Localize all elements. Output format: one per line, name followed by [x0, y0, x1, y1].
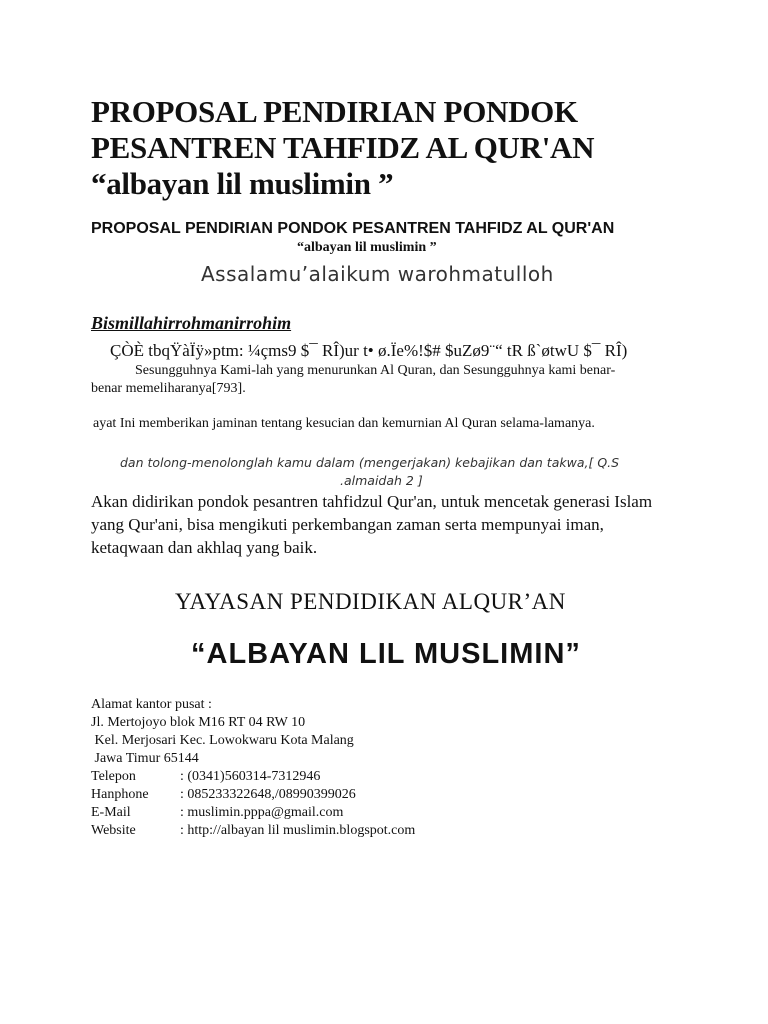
foundation-motto: “ALBAYAN LIL MUSLIMIN” [191, 638, 581, 670]
contact-phone-label: Telepon [91, 769, 136, 784]
contact-handphone-value: : 085233322648,/08990399026 [180, 787, 356, 802]
intro-line1: Akan didirikan pondok pesantren tahfidzul Qur'an, untuk mencetak generasi Islam [91, 492, 653, 511]
verse-translation-line1: Sesungguhnya Kami-lah yang menurunkan Al Quran, dan Sesungguhnya kami benar- [135, 363, 616, 378]
verse-translation-line2: benar memeliharanya[793]. [91, 381, 246, 396]
doc-title-line1: PROPOSAL PENDIRIAN PONDOK [91, 94, 578, 129]
greeting: Assalamu’alaikum warohmatulloh [201, 262, 554, 286]
doc-title-line2: PESANTREN TAHFIDZ AL QUR'AN [91, 130, 595, 165]
address-line2: Kel. Merjosari Kec. Lowokwaru Kota Malang [91, 733, 354, 748]
ayat-note: ayat Ini memberikan jaminan tentang kesucian dan kemurnian Al Quran selama-lamanya. [93, 416, 595, 431]
contact-handphone-label: Hanphone [91, 787, 149, 802]
quote-line2: .almaidah 2 ] [340, 473, 423, 488]
contact-phone-value: : (0341)560314-7312946 [180, 769, 321, 784]
bismillah: Bismillahirrohmanirrohim [91, 313, 292, 333]
foundation-name: YAYASAN PENDIDIKAN ALQUR’AN [175, 589, 566, 614]
intro-line3: ketaqwaan dan akhlaq yang baik. [91, 538, 318, 557]
intro-line2: yang Qur'ani, bisa mengikuti perkembangan zaman serta mempunyai iman, [91, 515, 604, 534]
contact-website-label: Website [91, 823, 136, 838]
contact-website-value[interactable]: : http://albayan lil muslimin.blogspot.com [180, 823, 416, 838]
contact-email-label: E-Mail [91, 805, 131, 820]
quote-line1: dan tolong-menolonglah kamu dalam (mengerjakan) kebajikan dan takwa,[ Q.S [120, 455, 620, 470]
address-label: Alamat kantor pusat : [91, 697, 212, 712]
address-line1: Jl. Mertojoyo blok M16 RT 04 RW 10 [91, 715, 306, 730]
doc-title-line3: “albayan lil muslimin ” [91, 166, 394, 201]
arabic-verse: ÇÒÈ tbqŸàÏÿ»ptm: ¼çms9 $¯ RÎ)ur t• ø.Ïe%!$# $uZø9¨“ tR ß`øtwU $¯ RÎ) [110, 341, 628, 360]
subheading-line2: “albayan lil muslimin ” [297, 240, 437, 255]
contact-email-value[interactable]: : muslimin.pppa@gmail.com [180, 805, 344, 820]
address-line3: Jawa Timur 65144 [91, 751, 199, 766]
subheading-line1: PROPOSAL PENDIRIAN PONDOK PESANTREN TAHFIDZ AL QUR'AN [91, 220, 615, 237]
